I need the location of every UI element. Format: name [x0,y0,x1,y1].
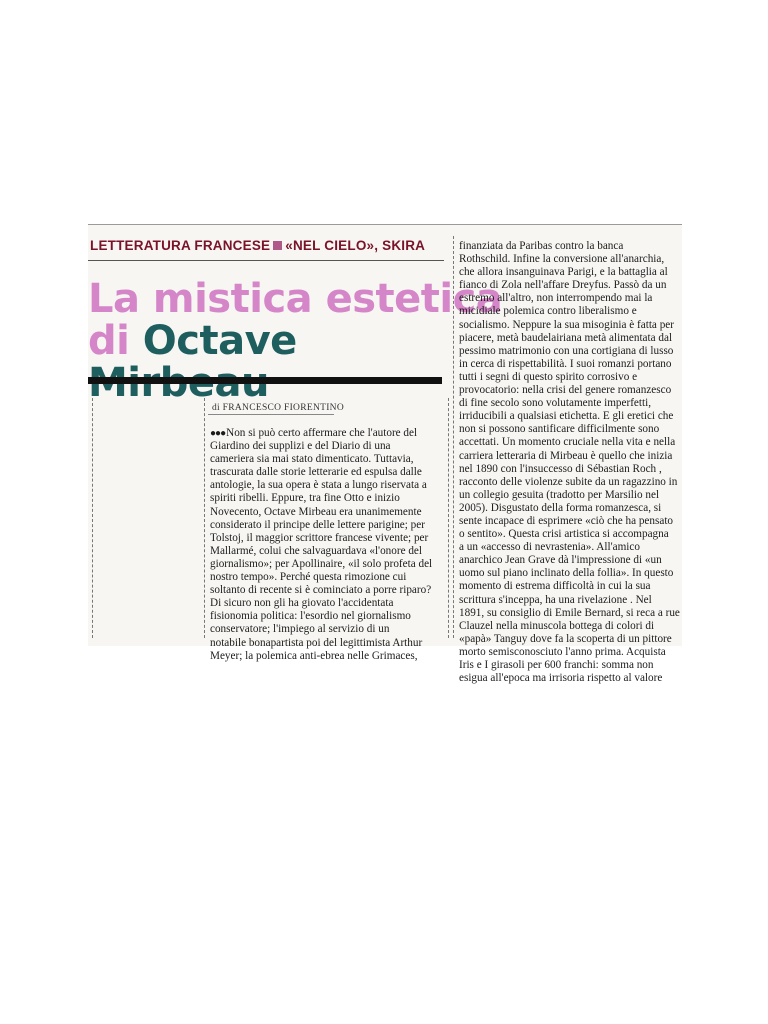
text-line: pessimo matrimonio con una cortigiana di lusso [459,344,674,357]
text-line: a un «accesso di nevrastenia». All'amico [459,541,640,554]
kicker-section: LETTERATURA FRANCESE [90,238,271,253]
text-line: provocatorio: nella crisi del genere romanzesco [459,384,672,397]
headline-line-1: La mistica estetica [88,276,503,322]
text-line: piacere, metà baudelairiana metà alimentata dal [459,331,673,344]
text-line: carriera letteraria di Mirbeau è quello che inizia [459,449,673,462]
kicker-rule [88,260,444,261]
text-line: Clauzel nella minuscola bottega di colori di [459,619,655,632]
top-rule [88,224,682,225]
text-line: ●●●Non si può certo affermare che l'autore del [210,427,418,439]
text-line: Rothschild. Infine la conversione all'anarchia, [459,253,665,266]
text-line: un collegio gesuita (tradotto per Marsilio nel [459,488,660,501]
text-line: tutti i segni di questo spirito corrosivo e [459,370,638,383]
text-line: considerato il principe delle lettere parigine; per [210,518,425,531]
text-line: Iris e I girasoli per 600 franchi: somma non [459,659,654,671]
square-separator-icon [273,241,282,250]
headline-bar [88,377,442,384]
text-line: anarchico Jean Grave dà l'impressione di «un [459,554,662,567]
text-line: Di sicuro non gli ha giovato l'accidentata [210,597,394,610]
text-line: in cerca di rispettabilità. I suoi romanzi portano [459,357,672,370]
text-line: non si possono santificare difficilmente sono [459,423,660,436]
column-divider-inner [204,398,205,638]
text-line: o sentito». Questa crisi artistica si accompagna [459,528,669,541]
column-divider-left [92,398,93,638]
text-line: conservatore; l'impiego al servizio di un [210,623,390,636]
section-kicker [90,238,445,253]
article-column-2 [459,240,685,685]
text-line: giornalismo»; per Apollinaire, «il solo profeta del [210,557,433,570]
text-line: micidiale polemica contro liberalismo e [459,305,637,318]
article-paragraph-1 [210,427,442,663]
text-line: «papà» Tanguy dove fa la scoperta di un pittore [459,632,672,645]
text-line: di fine secolo sono volutamente imperfetti, [459,397,652,410]
text-line: accettati. Un momento cruciale nella vita e nella [459,436,676,449]
article-paragraph-2 [459,240,685,685]
text-line: 2005). Disgustato della forma romanzesca, si [459,501,662,514]
text-line: Meyer; la polemica anti-ebrea nelle Grimaces, [210,649,418,662]
kicker-rest: «NEL CIELO», SKIRA [285,238,426,253]
bullet-dots-icon: ●●● [210,428,226,439]
column-divider-right [453,236,454,638]
byline-rule [208,414,334,415]
text-line: morto semisconosciuto l'anno prima. Acquista [459,645,666,658]
text-line: irriducibili a qualsiasi etichetta. E gli eretici che [459,410,674,423]
text-line: spiriti ribelli. Eppure, tra fine Otto e inizio [210,492,400,505]
text-line: socialismo. Neppure la sua misoginia è fatta per [459,318,674,331]
byline: di FRANCESCO FIORENTINO [212,403,344,413]
text-line: esigua all'epoca ma irrisoria rispetto al valore [459,672,663,685]
text-line: antologie, la sua opera è stata a lungo riservata a [210,479,427,492]
text-line: notabile bonapartista poi del legittimista Arthur [210,636,423,649]
headline-line-2-name: Octave [142,318,297,364]
text-line: Mallarmé, colui che salvaguardava «l'onore del [210,544,423,557]
text-line: Giardino dei supplizi e del Diario di una [210,440,391,453]
article-column-1 [210,427,442,663]
text-line: soltanto di recente si è cominciato a porre riparo? [210,584,432,597]
text-line: sente incapace di esprimere «ciò che ha pensato [459,514,674,527]
text-line: uomo sul piano inclinato della follia». In questo [459,567,674,580]
text-line: fianco di Zola nell'affare Dreyfus. Passò da un [459,279,667,292]
text-line: momento di estrema difficoltà in cui la sua [459,580,651,593]
text-line: Novecento, Octave Mirbeau era unanimemente [210,505,422,518]
text-line: fisionomia politica: l'esordio nel giornalismo [210,610,411,623]
text-line: che allora insanguinava Parigi, e la battaglia al [459,266,668,279]
headline-line-2-prefix: di [88,318,130,364]
text-line: estremo all'altro, non interrompendo mai la [459,292,653,305]
text-line: finanziata da Paribas contro la banca [459,240,624,252]
text-line: 1891, su consiglio di Emile Bernard, si reca a rue [459,606,680,619]
headline [88,276,503,404]
text-line: racconto delle violenze subite da un ragazzino in [459,475,678,488]
column-divider-middle [448,398,449,638]
text-line: Tolstoj, il maggior scrittore francese vivente; per [210,531,429,544]
text-line: nel 1890 con l'insuccesso di Sébastian Roch , [459,462,662,475]
text-line: scrittura s'inceppa, ha una rivelazione . Nel [459,593,652,606]
text-line: trascurata dalle storie letterarie ed espulsa dalle [210,466,422,479]
text-line: cameriera sia mai stato dimenticato. Tuttavia, [210,453,414,466]
text-line: nostro tempo». Perché questa rimozione cui [210,571,407,584]
